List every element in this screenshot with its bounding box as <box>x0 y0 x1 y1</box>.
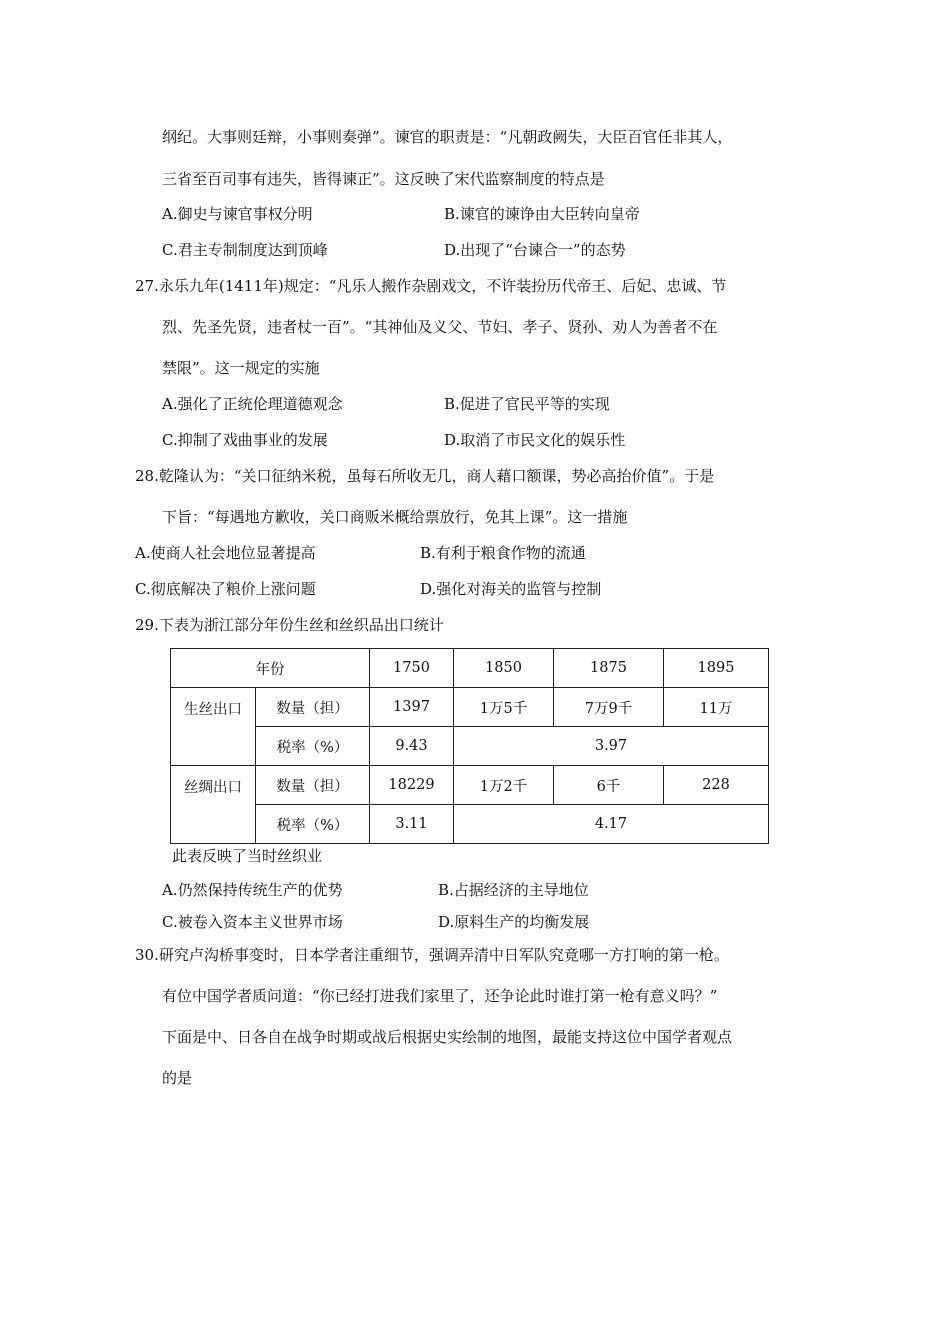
q29-option-c: C.被卷入资本主义世界市场 <box>162 913 343 931</box>
year-header-cell: 年份 <box>171 649 370 688</box>
table-cell: 1万5千 <box>454 688 554 727</box>
q27-stem-line-2: 烈、先圣先贤，违者杖一百”。“其神仙及义父、节妇、孝子、贤孙、劝人为善者不在 <box>162 318 718 336</box>
silk-export-table <box>170 648 769 844</box>
q29-table-caption: 此表反映了当时丝织业 <box>172 847 323 865</box>
q28-option-b: B.有利于粮食作物的流通 <box>420 544 586 562</box>
row-label-cell: 数量（担） <box>256 688 370 727</box>
table-cell: 7万9千 <box>554 688 664 727</box>
q28-stem-line-2: 下旨：“每遇地方歉收，关口商贩米概给票放行，免其上课”。这一措施 <box>162 508 628 526</box>
q27-option-c: C.抑制了戏曲事业的发展 <box>162 431 328 449</box>
q29-option-d: D.原料生产的均衡发展 <box>438 913 590 931</box>
q26-option-a: A.御史与谏官事权分明 <box>162 205 313 223</box>
table-cell: 1万2千 <box>454 766 554 805</box>
table-row <box>171 688 769 727</box>
q27-stem-line-3: 禁限”。这一规定的实施 <box>162 359 320 377</box>
q28-option-a: A.使商人社会地位显著提高 <box>135 544 316 562</box>
table-cell: 3.11 <box>370 805 454 844</box>
q27-option-a: A.强化了正统伦理道德观念 <box>162 395 343 413</box>
q29-option-b: B.占据经济的主导地位 <box>438 881 589 899</box>
q27-stem-line-1: 27.永乐九年(1411年)规定：“凡乐人搬作杂剧戏文，不许装扮历代帝王、后妃、忠诚、节 <box>135 277 727 295</box>
year-cell: 1750 <box>370 649 454 688</box>
q28-stem-line-1: 28.乾隆认为：“关口征纳米税，虽每石所收无几，商人藉口额课，势必高抬价值”。于是 <box>135 467 715 485</box>
table-cell: 18229 <box>370 766 454 805</box>
q26-option-c: C.君主专制制度达到顶峰 <box>162 241 328 259</box>
table-cell: 9.43 <box>370 727 454 766</box>
q30-stem-line-4: 的是 <box>162 1069 193 1087</box>
q26-stem-line-1: 纲纪。大事则廷辩，小事则奏弹”。谏官的职责是：“凡朝政阙失，大臣百官任非其人， <box>162 128 733 146</box>
year-cell: 1875 <box>554 649 664 688</box>
table-row <box>171 727 769 766</box>
year-cell: 1850 <box>454 649 554 688</box>
q29-option-a: A.仍然保持传统生产的优势 <box>162 881 343 899</box>
group-name-cell: 丝绸出口 <box>171 766 256 844</box>
row-label-cell: 数量（担） <box>256 766 370 805</box>
row-label-cell: 税率（%） <box>256 727 370 766</box>
q28-option-d: D.强化对海关的监管与控制 <box>420 580 602 598</box>
q26-option-d: D.出现了“台谏合一”的态势 <box>444 241 626 259</box>
row-label-cell: 税率（%） <box>256 805 370 844</box>
q30-stem-line-2: 有位中国学者质问道：“你已经打进我们家里了，还争论此时谁打第一枪有意义吗？” <box>162 987 718 1005</box>
table-cell: 6千 <box>554 766 664 805</box>
merged-rate-cell: 4.17 <box>454 805 769 844</box>
group-name-cell: 生丝出口 <box>171 688 256 766</box>
table-cell: 1397 <box>370 688 454 727</box>
q30-stem-line-3: 下面是中、日各自在战争时期或战后根据史实绘制的地图，最能支持这位中国学者观点 <box>162 1028 733 1046</box>
q27-option-d: D.取消了市民文化的娱乐性 <box>444 431 626 449</box>
table-cell: 11万 <box>664 688 769 727</box>
q30-stem-line-1: 30.研究卢沟桥事变时，日本学者注重细节，强调弄清中日军队究竟哪一方打响的第一枪。 <box>135 946 729 964</box>
year-cell: 1895 <box>664 649 769 688</box>
table-header-row <box>171 649 769 688</box>
table-row <box>171 805 769 844</box>
table-row <box>171 766 769 805</box>
merged-rate-cell: 3.97 <box>454 727 769 766</box>
q29-stem: 29.下表为浙江部分年份生丝和丝织品出口统计 <box>135 616 444 634</box>
q26-stem-line-2: 三省至百司事有违失，皆得谏正”。这反映了宋代监察制度的特点是 <box>162 170 605 188</box>
q27-option-b: B.促进了官民平等的实现 <box>444 395 610 413</box>
table-cell: 228 <box>664 766 769 805</box>
q26-option-b: B.谏官的谏诤由大臣转向皇帝 <box>444 205 640 223</box>
q28-option-c: C.彻底解决了粮价上涨问题 <box>135 580 316 598</box>
